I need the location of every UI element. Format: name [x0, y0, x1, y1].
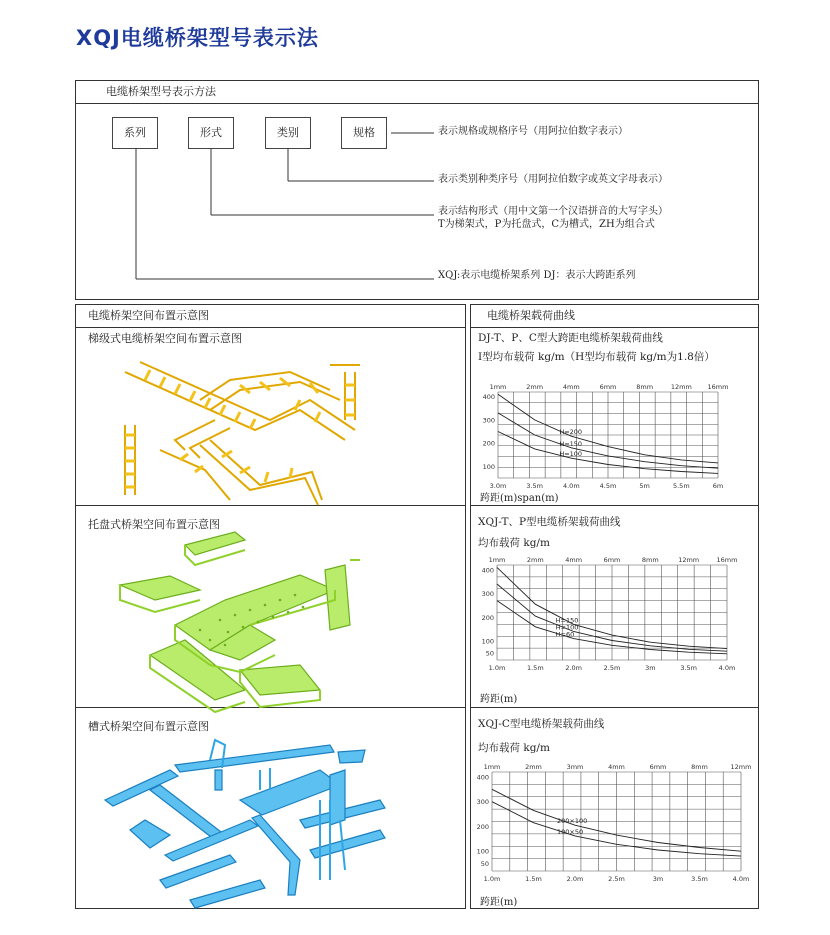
- chart2-y-caption: 均布载荷 kg/m: [478, 537, 550, 549]
- chart3-y-tick-label: 300: [476, 798, 489, 807]
- chart3-x-tick-label: 1.0m: [483, 875, 501, 883]
- notation-header: 电缆桥架型号表示方法: [76, 81, 758, 104]
- chart3-x-tick-label: 2.0m: [566, 875, 584, 883]
- chart3-x-caption: 跨距(m): [480, 897, 518, 908]
- box-category: 类别: [265, 117, 311, 149]
- chart3-top-tick-label: 3mm: [566, 763, 584, 771]
- chart3-y-tick-label: 50: [480, 860, 489, 869]
- chart2-top-tick-label: 8mm: [641, 556, 659, 564]
- chart3-top-tick-label: 8mm: [691, 763, 708, 771]
- chart1-top-tick-label: 12mm: [670, 383, 692, 391]
- chart1-y-tick-label: 400: [482, 393, 495, 402]
- chart1-x-tick-label: 5.5m: [672, 482, 690, 490]
- chart2-x-tick-label: 3.5m: [680, 664, 698, 672]
- chart3-y-tick-label: 100: [476, 847, 489, 856]
- layout-header: 电缆桥架空间布置示意图: [76, 305, 465, 328]
- chart2-series-label: H=150: [555, 616, 579, 625]
- chart3-x-tick-label: 3.5m: [691, 875, 708, 883]
- chart1-title: DJ-T、P、C型大跨距电缆桥架载荷曲线: [478, 332, 663, 344]
- chart2-y-tick-label: 50: [485, 649, 494, 658]
- chart1-x-tick-label: 6m: [712, 482, 724, 490]
- desc-form-line2: T为梯架式，P为托盘式，C为槽式，ZH为组合式: [438, 219, 655, 230]
- chart2-x-tick-label: 4.0m: [718, 664, 736, 672]
- box-form: 形式: [188, 117, 234, 149]
- chart2-top-tick-label: 12mm: [678, 556, 700, 564]
- chart3-x-tick-label: 2.5m: [608, 875, 625, 883]
- chart2-top-tick-label: 2mm: [526, 556, 544, 564]
- desc-series: XQJ:表示电缆桥架系列 DJ：表示大跨距系列: [438, 270, 636, 281]
- chart1-x-tick-label: 4.0m: [562, 482, 580, 490]
- chart2-x-tick-label: 2.5m: [603, 664, 621, 672]
- ladder-cell-title: 梯级式电缆桥架空间布置示意图: [88, 332, 242, 345]
- chart3-x-tick-label: 1.5m: [525, 875, 542, 883]
- chart3-x-tick-label: 3m: [652, 875, 664, 883]
- chart3-series-label: 200×100: [557, 817, 588, 826]
- chart3-top-tick-label: 6mm: [649, 763, 667, 771]
- chart1-series-label: H=150: [559, 439, 583, 448]
- chart1-x-tick-label: 3.5m: [526, 482, 544, 490]
- box-series: 系列: [112, 117, 158, 149]
- chart2-y-tick-label: 200: [481, 613, 494, 622]
- chart1-series-label: H=200: [559, 428, 583, 437]
- chart1-top-tick-label: 1mm: [489, 383, 507, 391]
- load-header: 电缆桥架载荷曲线: [471, 305, 758, 328]
- chart1-top-tick-label: 16mm: [707, 383, 729, 391]
- page-title: XQJ电缆桥架型号表示法: [76, 26, 319, 50]
- trough-cell-title: 槽式桥架空间布置示意图: [88, 720, 209, 733]
- chart3-x-tick-label: 4.0m: [732, 875, 750, 883]
- chart3-top-tick-label: 2mm: [525, 763, 542, 771]
- chart1-top-tick-label: 6mm: [599, 383, 617, 391]
- chart2-x-tick-label: 3m: [645, 664, 656, 672]
- chart2-top-tick-label: 4mm: [565, 556, 583, 564]
- tray-cell-title: 托盘式桥架空间布置示意图: [88, 518, 220, 531]
- chart2-y-tick-label: 400: [481, 566, 494, 575]
- chart2-x-tick-label: 1.0m: [488, 664, 506, 672]
- chart3-series-label: 100×50: [557, 827, 584, 836]
- chart1-top-tick-label: 2mm: [526, 383, 544, 391]
- chart2-top-tick-label: 6mm: [603, 556, 621, 564]
- chart3-top-tick-label: 12mm: [730, 763, 752, 771]
- chart2-x-caption: 跨距(m): [480, 694, 518, 705]
- chart1-top-tick-label: 8mm: [636, 383, 654, 391]
- chart3-y-tick-label: 400: [476, 773, 489, 782]
- box-spec: 规格: [341, 117, 387, 149]
- chart3-top-tick-label: 1mm: [483, 763, 501, 771]
- chart3-top-tick-label: 4mm: [608, 763, 625, 771]
- chart1-x-tick-label: 3.0m: [489, 482, 507, 490]
- desc-spec: 表示规格或规格序号（用阿拉伯数字表示）: [438, 126, 628, 137]
- chart2-y-tick-label: 100: [481, 637, 494, 646]
- desc-category: 表示类别种类序号（用阿拉伯数字或英文字母表示）: [438, 174, 668, 185]
- chart2-x-tick-label: 1.5m: [526, 664, 544, 672]
- chart1-x-tick-label: 4.5m: [599, 482, 617, 490]
- chart2-x-tick-label: 2.0m: [565, 664, 583, 672]
- chart2-top-tick-label: 16mm: [716, 556, 738, 564]
- chart1-x-tick-label: 5m: [639, 482, 650, 490]
- chart2-y-tick-label: 300: [481, 590, 494, 598]
- chart1-top-tick-label: 4mm: [562, 383, 580, 391]
- chart2-series-label: H=60: [555, 630, 575, 639]
- chart1-y-tick-label: 200: [482, 439, 495, 448]
- chart1-series-label: H=100: [559, 450, 583, 459]
- chart2-title: XQJ-T、P型电缆桥架载荷曲线: [478, 516, 621, 528]
- chart1-x-caption: 跨距(m)span(m): [480, 493, 559, 504]
- chart3-y-tick-label: 200: [476, 822, 489, 831]
- chart3-y-caption: 均布载荷 kg/m: [478, 742, 550, 754]
- desc-form-line1: 表示结构形式（用中文第一个汉语拼音的大写字头）: [438, 206, 668, 217]
- chart1-y-tick-label: 300: [482, 416, 495, 425]
- chart1-y-tick-label: 100: [482, 462, 495, 471]
- chart1-y-caption: I型均布载荷 kg/m（H型均布载荷 kg/m为1.8倍）: [478, 351, 715, 363]
- chart2-top-tick-label: 1mm: [488, 556, 506, 564]
- chart3-title: XQJ-C型电缆桥架载荷曲线: [478, 718, 605, 730]
- chart2-series-label: H=100: [555, 623, 579, 632]
